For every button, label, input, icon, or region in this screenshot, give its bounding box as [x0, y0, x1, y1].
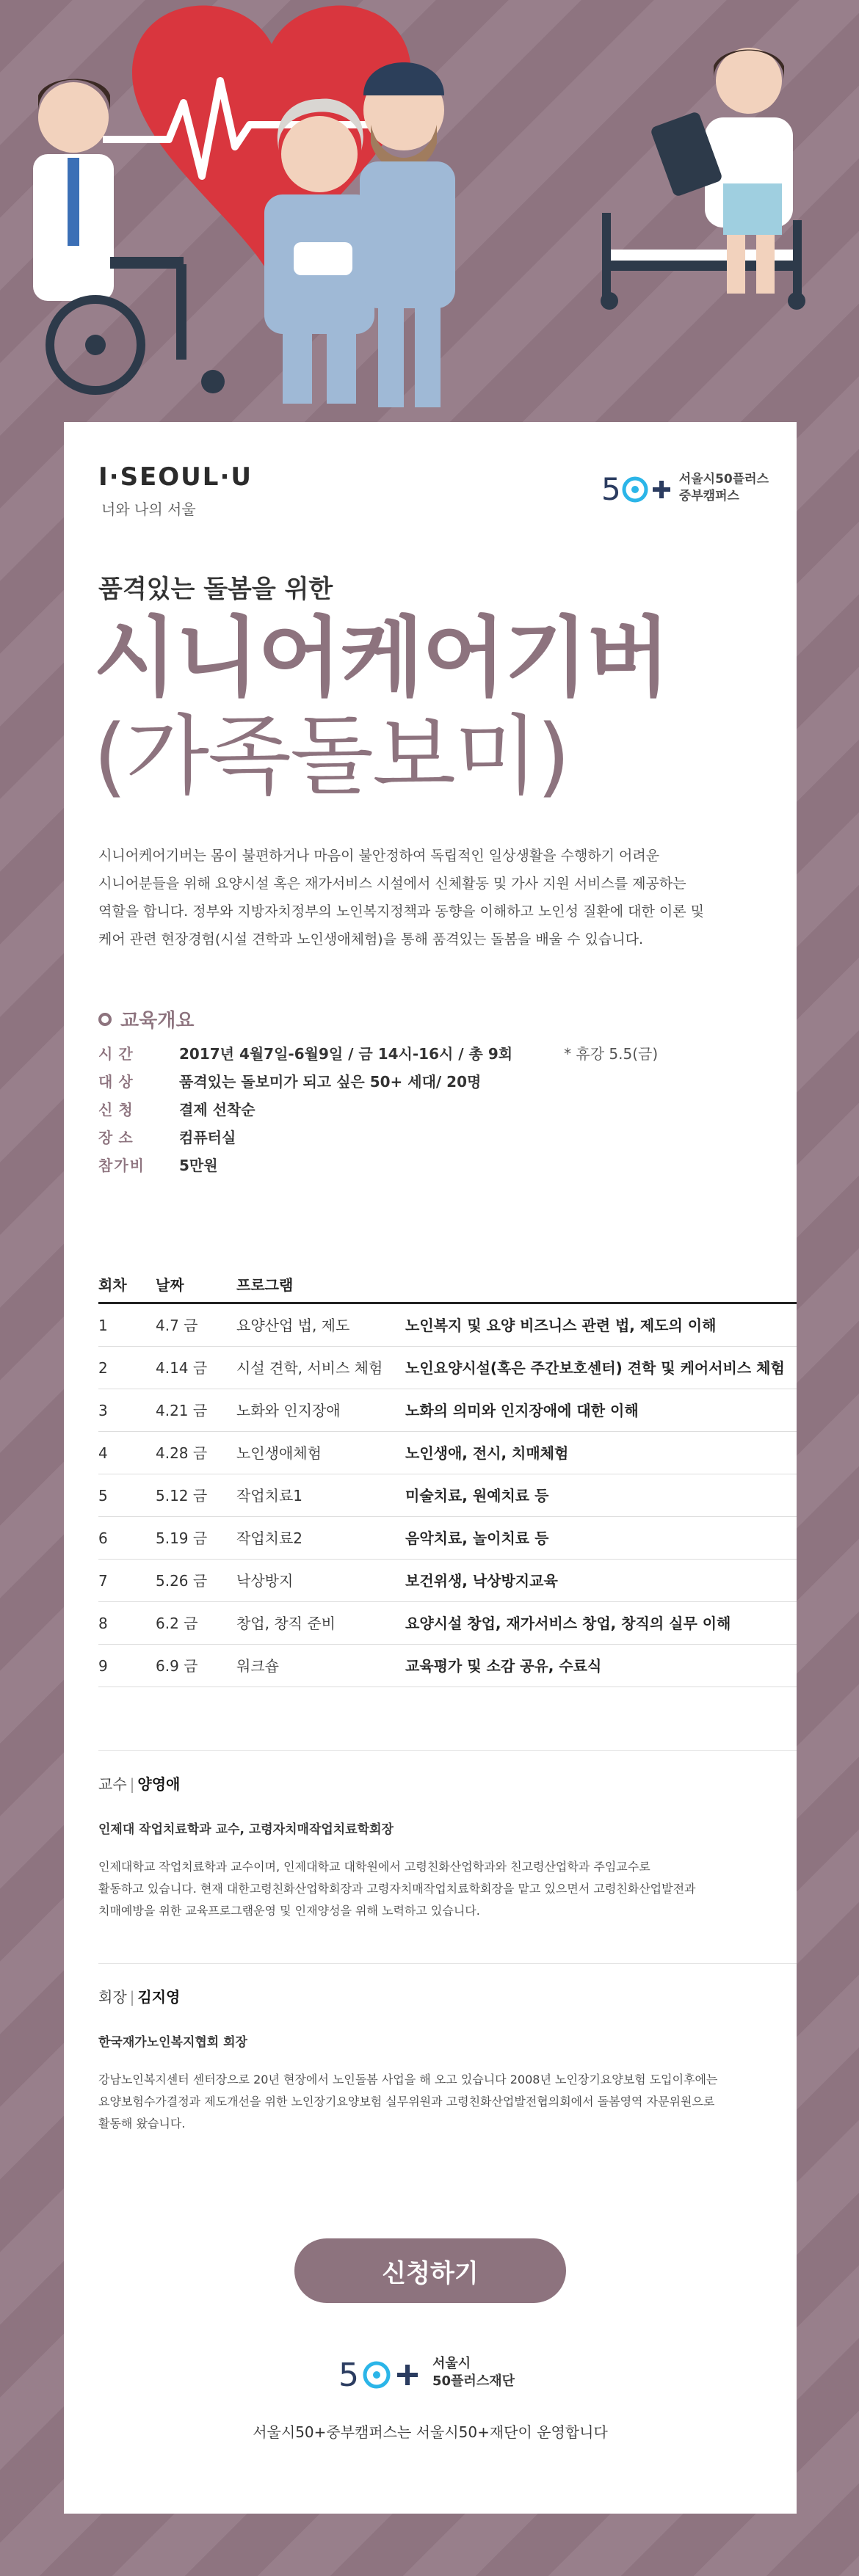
footer-note: 서울시50+중부캠퍼스는 서울시50+재단이 운영합니다 — [253, 2423, 608, 2441]
bio-line: 치매예방을 위한 교육프로그램운영 및 인재양성을 위해 노력하고 있습니다. — [98, 1904, 480, 1918]
row-program: 작업치료1 — [236, 1474, 405, 1517]
svg-text:5: 5 — [601, 471, 621, 507]
info-row-time — [98, 1038, 759, 1066]
table-row — [98, 1517, 797, 1560]
row-date: 4.7 금 — [156, 1304, 236, 1347]
foundation-logo[interactable] — [336, 2352, 515, 2393]
fifty-plus-logo-icon — [600, 467, 673, 509]
hero-illustration — [0, 0, 859, 422]
foundation-name-line1: 서울시 — [432, 2356, 471, 2371]
row-program: 시설 견학, 서비스 체험 — [236, 1347, 405, 1389]
instructor-name-line — [98, 1772, 759, 1794]
row-date: 6.9 금 — [156, 1645, 236, 1687]
row-program: 낙상방지 — [236, 1560, 405, 1602]
row-desc: 교육평가 및 소감 공유, 수료식 — [405, 1645, 797, 1687]
seoul-logo-subtext: 너와 나의 서울 — [101, 501, 196, 518]
row-desc: 노화의 의미와 인지장애에 대한 이해 — [405, 1389, 797, 1432]
intro-paragraph — [98, 842, 759, 953]
row-program: 작업치료2 — [236, 1517, 405, 1560]
schedule-table — [98, 1266, 797, 1687]
care-scene-illustration — [0, 0, 859, 422]
row-desc: 노인생애, 전시, 치매체험 — [405, 1432, 797, 1474]
instructor-name: 김지영 — [137, 1988, 181, 2006]
row-program: 노화와 인지장애 — [236, 1389, 405, 1432]
seoul-logo[interactable] — [98, 462, 253, 519]
row-no: 5 — [98, 1474, 156, 1517]
svg-text:5: 5 — [338, 2357, 359, 2393]
instructor-name-line — [98, 1985, 759, 2006]
info-value: 컴퓨터실 — [179, 1128, 236, 1146]
intro-line: 시니어케어기버는 몸이 불편하거나 마음이 불안정하여 독립적인 일상생활을 수행하기 어려운 — [98, 848, 660, 864]
row-date: 4.14 금 — [156, 1347, 236, 1389]
row-desc: 요양시설 창업, 재가서비스 창업, 창직의 실무 이해 — [405, 1602, 797, 1645]
instructor-profile — [98, 1985, 759, 2135]
intro-line: 케어 관련 현장경험(시설 견학과 노인생애체험)을 통해 품격있는 돌봄을 배울 수 있습니다. — [98, 931, 644, 947]
campus-logo[interactable] — [600, 467, 769, 509]
info-label: 장소 — [98, 1128, 139, 1146]
row-desc: 음악치료, 놀이치료 등 — [405, 1517, 797, 1560]
instructor-role: 교수 — [98, 1775, 127, 1793]
info-row-place — [98, 1122, 759, 1150]
row-no: 3 — [98, 1389, 156, 1432]
divider — [98, 1963, 797, 1964]
instructor-bio — [98, 2069, 759, 2135]
row-no: 6 — [98, 1517, 156, 1560]
overview-info — [98, 1038, 759, 1178]
page-title: 시니어케어기버 — [93, 607, 669, 708]
instructor-bio — [98, 1856, 759, 1922]
info-note: * 휴강 5.5(금) — [564, 1044, 659, 1063]
row-desc: 보건위생, 낙상방지교육 — [405, 1560, 797, 1602]
row-date: 5.26 금 — [156, 1560, 236, 1602]
row-desc: 노인요양시설(혹은 주간보호센터) 견학 및 케어서비스 체험 — [405, 1347, 797, 1389]
instructor-affiliation: 인제대 작업치료학과 교수, 고령자치매작업치료학회장 — [98, 1822, 394, 1837]
bio-line: 활동해 왔습니다. — [98, 2117, 186, 2131]
info-value: 5만원 — [179, 1156, 218, 1174]
info-row-apply — [98, 1094, 759, 1122]
intro-line: 역할을 합니다. 정부와 지방자치정부의 노인복지정책과 동향을 이해하고 노인성 질환에 대한 이론 및 — [98, 903, 704, 920]
campus-name-line1: 서울시50플러스 — [678, 472, 769, 487]
row-program: 창업, 창직 준비 — [236, 1602, 405, 1645]
row-date: 4.21 금 — [156, 1389, 236, 1432]
table-row — [98, 1474, 797, 1517]
info-label: 참가비 — [98, 1156, 145, 1174]
page-subtitle: 품격있는 돌봄을 위한 — [98, 575, 333, 604]
seoul-logo-text: I·SEOUL·U — [98, 462, 253, 492]
content-card — [64, 422, 797, 2514]
separator: | — [129, 1775, 135, 1793]
table-row — [98, 1645, 797, 1687]
table-row — [98, 1432, 797, 1474]
info-value: 품격있는 돌보미가 되고 싶은 50+ 세대/ 20명 — [179, 1072, 482, 1091]
overview-heading-text: 교육개요 — [120, 1010, 195, 1032]
apply-button[interactable]: 신청하기 — [294, 2238, 566, 2303]
info-value: 결제 선착순 — [179, 1100, 255, 1118]
separator: | — [129, 1988, 135, 2006]
foundation-name — [432, 2355, 515, 2390]
instructor-role: 회장 — [98, 1988, 127, 2006]
page-title-secondary: (가족돌보미) — [93, 705, 570, 807]
row-desc: 미술치료, 원예치료 등 — [405, 1474, 797, 1517]
row-no: 7 — [98, 1560, 156, 1602]
table-row — [98, 1347, 797, 1389]
intro-line: 시니어분들을 위해 요양시설 혹은 재가서비스 시설에서 신체활동 및 가사 지원 서비스를 제공하는 — [98, 876, 686, 892]
row-program: 워크숍 — [236, 1645, 405, 1687]
info-value: 2017년 4월7일-6월9일 / 금 14시-16시 / 총 9회 — [179, 1044, 513, 1063]
row-program: 노인생애체험 — [236, 1432, 405, 1474]
divider — [98, 1750, 797, 1751]
bio-line: 활동하고 있습니다. 현재 대한고령친화산업학회장과 고령자치매작업치료학회장을 맡고 있으면서 고령친화산업발전과 — [98, 1882, 696, 1896]
bio-line: 요양보험수가결정과 제도개선을 위한 노인장기요양보험 실무위원과 고령친화산업발전협의회에서 돌봄영역 자문위원으로 — [98, 2095, 715, 2109]
info-row-fee — [98, 1150, 759, 1178]
fifty-plus-logo-icon — [336, 2352, 427, 2393]
instructor-affiliation: 한국재가노인복지협회 회장 — [98, 2035, 247, 2050]
info-label: 시간 — [98, 1044, 139, 1063]
instructor-profile — [98, 1772, 759, 1922]
campus-name — [679, 471, 769, 505]
header-date: 날짜 — [156, 1276, 184, 1294]
header-program: 프로그램 — [236, 1276, 294, 1294]
table-row — [98, 1602, 797, 1645]
overview-heading — [98, 1005, 194, 1033]
row-date: 6.2 금 — [156, 1602, 236, 1645]
table-row — [98, 1304, 797, 1347]
table-row — [98, 1389, 797, 1432]
row-no: 9 — [98, 1645, 156, 1687]
row-no: 2 — [98, 1347, 156, 1389]
row-no: 8 — [98, 1602, 156, 1645]
foundation-name-line2: 50플러스재단 — [432, 2373, 515, 2389]
ring-icon — [98, 1013, 112, 1026]
row-no: 1 — [98, 1304, 156, 1347]
row-date: 5.19 금 — [156, 1517, 236, 1560]
info-label: 신청 — [98, 1100, 139, 1118]
header-no: 회차 — [98, 1276, 127, 1294]
row-no: 4 — [98, 1432, 156, 1474]
row-program: 요양산업 법, 제도 — [236, 1304, 405, 1347]
table-row — [98, 1560, 797, 1602]
row-desc: 노인복지 및 요양 비즈니스 관련 법, 제도의 이해 — [405, 1304, 797, 1347]
campus-name-line2: 중부캠퍼스 — [678, 489, 739, 503]
schedule-header — [98, 1266, 797, 1304]
info-label: 대상 — [98, 1072, 139, 1091]
bio-line: 인제대학교 작업치료학과 교수이며, 인제대학교 대학원에서 고령친화산업학과와 친고령산업학과 주임교수로 — [98, 1860, 650, 1874]
bio-line: 강남노인복지센터 센터장으로 20년 현장에서 노인돌봄 사업을 해 오고 있습니다 2008년 노인장기요양보험 도입이후에는 — [98, 2073, 718, 2086]
row-date: 4.28 금 — [156, 1432, 236, 1474]
instructor-name: 양영애 — [137, 1775, 181, 1793]
info-row-target — [98, 1066, 759, 1094]
row-date: 5.12 금 — [156, 1474, 236, 1517]
